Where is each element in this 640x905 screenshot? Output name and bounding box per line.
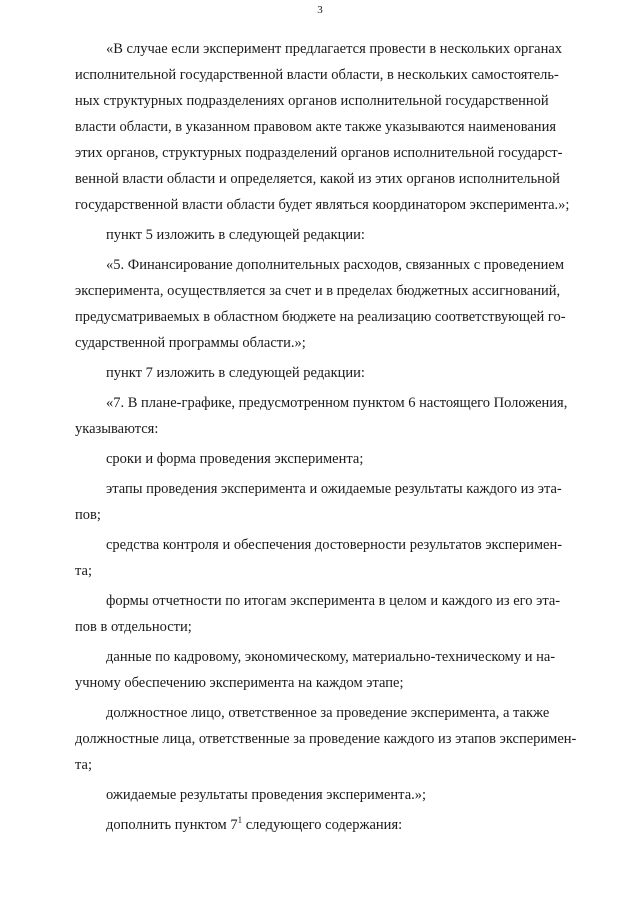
text-line: пов; — [75, 507, 101, 523]
text-line: должностные лица, ответственные за проведение каждого из этапов эксперимен- — [75, 731, 577, 747]
text-line: ожидаемые результаты проведения эксперимента.»; — [106, 787, 427, 803]
text-line: власти области, в указанном правовом акте также указываются наименования — [75, 119, 556, 135]
text-line: формы отчетности по итогам эксперимента в целом и каждого из его эта- — [106, 593, 561, 609]
text-line: «В случае если эксперимент предлагается провести в нескольких органах — [106, 41, 563, 57]
paragraph — [75, 476, 597, 528]
text-fragment: следующего содержания: — [242, 817, 403, 833]
text-line: «5. Финансирование дополнительных расходов, связанных с проведением — [106, 257, 565, 273]
superscript-number: 1 — [237, 815, 243, 825]
text-line: должностное лицо, ответственное за проведение эксперимента, а также — [106, 705, 550, 721]
text-line: государственной власти области будет являться координатором эксперимента.»; — [75, 197, 570, 213]
text-line: пункт 5 изложить в следующей редакции: — [106, 227, 365, 243]
paragraph — [75, 644, 597, 696]
paragraph-last — [75, 812, 597, 838]
text-line: «7. В плане-графике, предусмотренном пунктом 6 настоящего Положения, — [106, 395, 568, 411]
text-line: эксперимента, осуществляется за счет и в пределах бюджетных ассигнований, — [75, 283, 561, 299]
document-body — [75, 36, 597, 838]
paragraph — [75, 782, 597, 808]
paragraph — [75, 222, 597, 248]
paragraph — [75, 588, 597, 640]
page-number: 3 — [317, 4, 323, 16]
text-line: предусматриваемых в областном бюджете на реализацию соответствующей го- — [75, 309, 566, 325]
paragraph — [75, 252, 597, 356]
paragraph — [75, 446, 597, 472]
text-line: указываются: — [75, 421, 159, 437]
text-line: ных структурных подразделениях органов исполнительной государственной — [75, 93, 549, 109]
text-line: венной власти области и определяется, какой из этих органов исполнительной — [75, 171, 560, 187]
text-line: средства контроля и обеспечения достоверности результатов эксперимен- — [106, 537, 563, 553]
paragraph — [75, 36, 597, 218]
text-line: пов в отдельности; — [75, 619, 192, 635]
text-line: та; — [75, 563, 92, 579]
text-line: учному обеспечению эксперимента на каждом этапе; — [75, 675, 404, 691]
paragraph — [75, 700, 597, 778]
text-fragment: дополнить пунктом 7 — [106, 817, 238, 833]
paragraph — [75, 360, 597, 386]
text-line: этих органов, структурных подразделений органов исполнительной государст- — [75, 145, 563, 161]
text-line: та; — [75, 757, 92, 773]
text-line: данные по кадровому, экономическому, материально-техническому и на- — [106, 649, 556, 665]
text-line: сроки и форма проведения эксперимента; — [106, 451, 364, 467]
text-line: исполнительной государственной власти области, в нескольких самостоятель- — [75, 67, 559, 83]
text-line: сударственной программы области.»; — [75, 335, 306, 351]
text-line: пункт 7 изложить в следующей редакции: — [106, 365, 365, 381]
paragraph — [75, 390, 597, 442]
paragraph — [75, 532, 597, 584]
text-line: этапы проведения эксперимента и ожидаемые результаты каждого из эта- — [106, 481, 562, 497]
